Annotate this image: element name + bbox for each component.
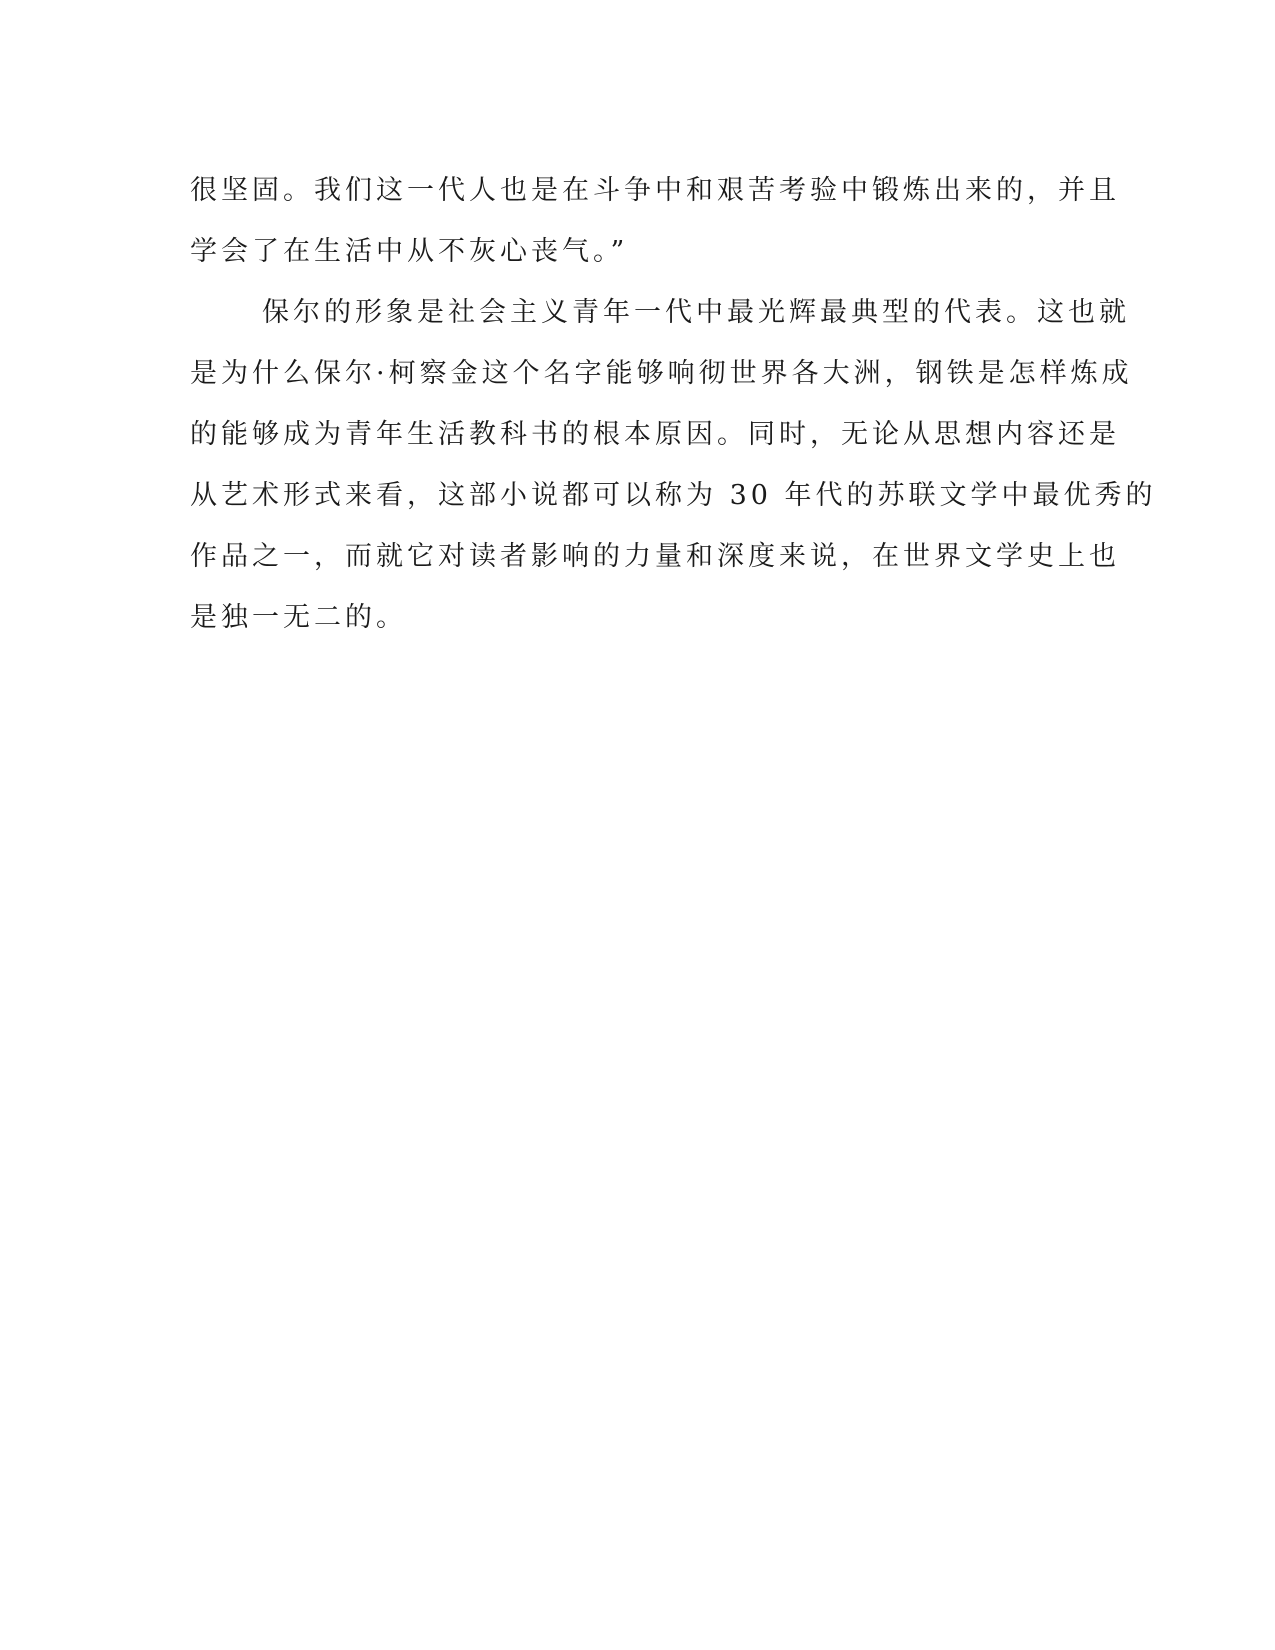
text-line: 保尔的形象是社会主义青年一代中最光辉最典型的代表。这也就	[262, 297, 1130, 328]
text-line: 的能够成为青年生活教科书的根本原因。同时，无论从思想内容还是	[190, 419, 1120, 450]
text-line: 作品之一，而就它对读者影响的力量和深度来说，在世界文学史上也	[190, 541, 1120, 572]
text-line: 学会了在生活中从不灰心丧气。”	[190, 236, 629, 267]
body-text	[190, 160, 1157, 648]
text-line: 从艺术形式来看，这部小说都可以称为 30 年代的苏联文学中最优秀的	[190, 480, 1157, 511]
text-line: 是为什么保尔·柯察金这个名字能够响彻世界各大洲，钢铁是怎样炼成	[190, 358, 1133, 389]
text-line: 是独一无二的。	[190, 602, 407, 633]
text-line: 很坚固。我们这一代人也是在斗争中和艰苦考验中锻炼出来的，并且	[190, 175, 1120, 206]
